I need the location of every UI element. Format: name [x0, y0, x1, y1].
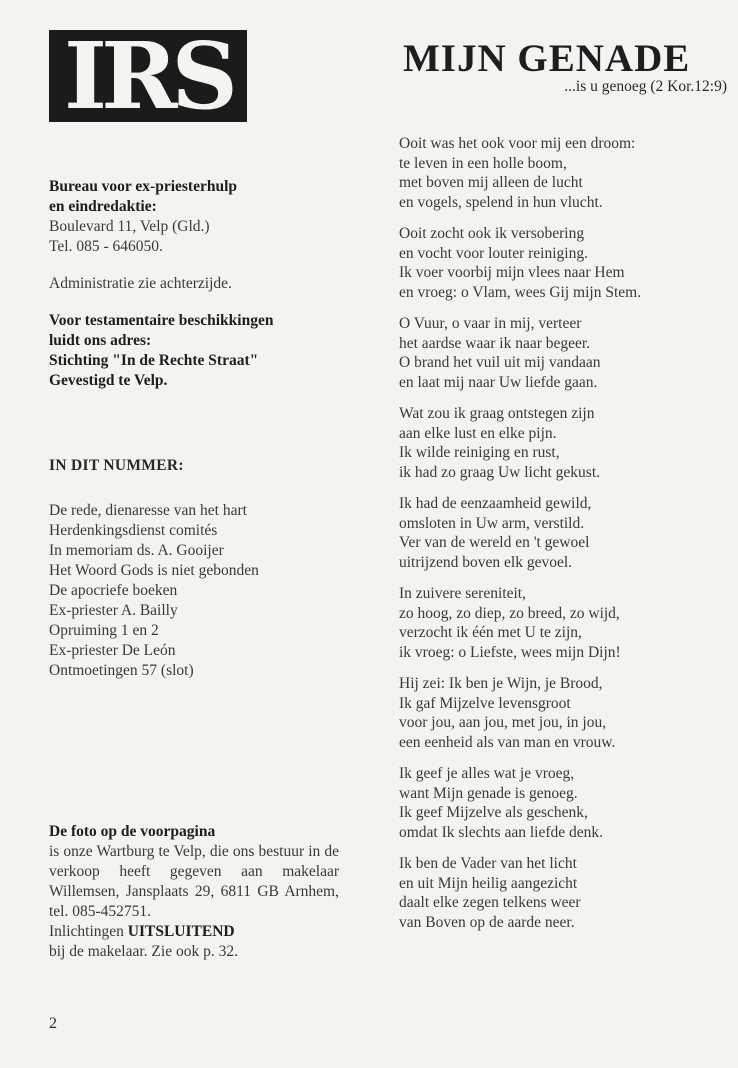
- poem-line: Ik voer voorbij mijn vlees naar Hem: [399, 264, 625, 281]
- poem-line: en vroeg: o Vlam, wees Gij mijn Stem.: [399, 283, 642, 301]
- poem-line: aan elke lust en elke pijn.: [399, 424, 557, 442]
- poem-line: omdat Ik slechts aan liefde denk.: [399, 823, 604, 841]
- poem-line: zo hoog, zo diep, zo breed, zo wijd,: [399, 604, 620, 622]
- poem-line: Ik geef Mijzelve als geschenk,: [399, 804, 588, 821]
- poem-stanza: [399, 404, 731, 482]
- poem-line: In zuivere sereniteit,: [399, 585, 526, 602]
- testament-info: [49, 311, 349, 391]
- poem-body: [399, 134, 731, 932]
- poem-line: en vocht voor louter reiniging.: [399, 244, 588, 262]
- irs-logo: [49, 30, 247, 122]
- poem-line: het aardse waar ik naar begeer.: [399, 334, 591, 352]
- bureau-info: [49, 177, 349, 257]
- poem-line: Ik geef je alles wat je vroeg,: [399, 765, 575, 782]
- testament-line-1: Voor testamentaire beschikkingen: [49, 312, 274, 329]
- cover-photo-info-prefix: Inlichtingen: [49, 923, 128, 940]
- poem-line: Ik gaf Mijzelve levensgroot: [399, 694, 571, 712]
- contents-item: De apocriefe boeken: [49, 582, 178, 599]
- page-number: 2: [49, 1015, 57, 1032]
- poem-line: voor jou, aan jou, met jou, in jou,: [399, 714, 607, 731]
- poem-line: ik had zo graag Uw licht gekust.: [399, 463, 601, 481]
- poem-stanza: [399, 134, 731, 212]
- poem-line: omsloten in Uw arm, verstild.: [399, 514, 585, 532]
- contents-item: Ex-priester De León: [49, 642, 176, 659]
- poem-line: met boven mij alleen de lucht: [399, 174, 583, 191]
- poem-line: en laat mij naar Uw liefde gaan.: [399, 373, 598, 391]
- poem-line: Ooit was het ook voor mij een droom:: [399, 135, 636, 152]
- poem-stanza: [399, 674, 731, 752]
- contents-heading: IN DIT NUMMER:: [49, 457, 184, 474]
- poem-line: van Boven op de aarde neer.: [399, 913, 575, 931]
- poem-line: Wat zou ik graag ontstegen zijn: [399, 405, 595, 422]
- cover-photo-heading: De foto op de voorpagina: [49, 823, 216, 840]
- poem-stanza: [399, 584, 731, 662]
- poem-stanza: [399, 314, 731, 392]
- contents-list: [49, 501, 349, 681]
- poem-stanza: [399, 854, 731, 932]
- contents-item: Herdenkingsdienst comités: [49, 522, 218, 539]
- contents-item: Het Woord Gods is niet gebonden: [49, 562, 259, 579]
- poem-line: Ooit zocht ook ik versobering: [399, 225, 585, 242]
- right-column: [399, 38, 731, 944]
- poem-line: een eenheid als van man en vrouw.: [399, 733, 616, 751]
- bureau-phone: Tel. 085 - 646050.: [49, 238, 163, 255]
- cover-photo-body: is onze Wartburg te Velp, die ons bestuur in de verkoop heeft gegeven aan makelaar Willemsen, Jansplaats 29, 6811 GB Arnhem, tel. 085-452751.: [49, 843, 339, 920]
- cover-photo-info-suffix: bij de makelaar. Zie ook p. 32.: [49, 943, 238, 960]
- contents-item: Ontmoetingen 57 (slot): [49, 662, 194, 679]
- poem-line: te leven in een holle boom,: [399, 154, 567, 172]
- poem-line: verzocht ik één met U te zijn,: [399, 624, 582, 641]
- cover-photo-info: [49, 922, 339, 942]
- contents-item: In memoriam ds. A. Gooijer: [49, 542, 224, 559]
- poem-line: Ik wilde reiniging en rust,: [399, 444, 560, 461]
- poem-line: en vogels, spelend in hun vlucht.: [399, 193, 603, 211]
- poem-line: en uit Mijn heilig aangezicht: [399, 874, 578, 892]
- poem-title: MIJN GENADE: [403, 37, 691, 80]
- testament-line-2: luidt ons adres:: [49, 332, 152, 349]
- cover-photo-info-bold: UITSLUITEND: [127, 923, 235, 940]
- poem-subtitle: ...is u genoeg (2 Kor.12:9): [564, 78, 727, 95]
- poem-line: daalt elke zegen telkens weer: [399, 894, 581, 911]
- bureau-heading-line-2: en eindredaktie:: [49, 198, 157, 215]
- poem-line: uitrijzend boven elk gevoel.: [399, 553, 573, 571]
- contents-item: Ex-priester A. Bailly: [49, 602, 178, 619]
- irs-logo-text: IRS: [64, 30, 232, 122]
- admin-note: Administratie zie achterzijde.: [49, 275, 232, 292]
- poem-line: want Mijn genade is genoeg.: [399, 784, 578, 802]
- left-column: [49, 30, 349, 681]
- testament-line-4: Gevestigd te Velp.: [49, 372, 168, 389]
- contents-item: De rede, dienaresse van het hart: [49, 502, 247, 519]
- poem-line: ik vroeg: o Liefste, wees mijn Dijn!: [399, 643, 621, 661]
- poem-line: Ik ben de Vader van het licht: [399, 855, 577, 872]
- bureau-heading-line-1: Bureau voor ex-priesterhulp: [49, 178, 238, 195]
- contents-item: Opruiming 1 en 2: [49, 622, 159, 639]
- poem-line: Hij zei: Ik ben je Wijn, je Brood,: [399, 675, 603, 692]
- bureau-address: Boulevard 11, Velp (Gld.): [49, 218, 210, 235]
- testament-line-3: Stichting "In de Rechte Straat": [49, 352, 259, 369]
- poem-line: Ver van de wereld en 't gewoel: [399, 534, 590, 551]
- poem-line: O brand het vuil uit mij vandaan: [399, 354, 601, 371]
- poem-stanza: [399, 494, 731, 572]
- poem-line: O Vuur, o vaar in mij, verteer: [399, 315, 582, 332]
- poem-stanza: [399, 764, 731, 842]
- poem-line: Ik had de eenzaamheid gewild,: [399, 495, 592, 512]
- poem-stanza: [399, 224, 731, 302]
- cover-photo-note: [49, 822, 339, 962]
